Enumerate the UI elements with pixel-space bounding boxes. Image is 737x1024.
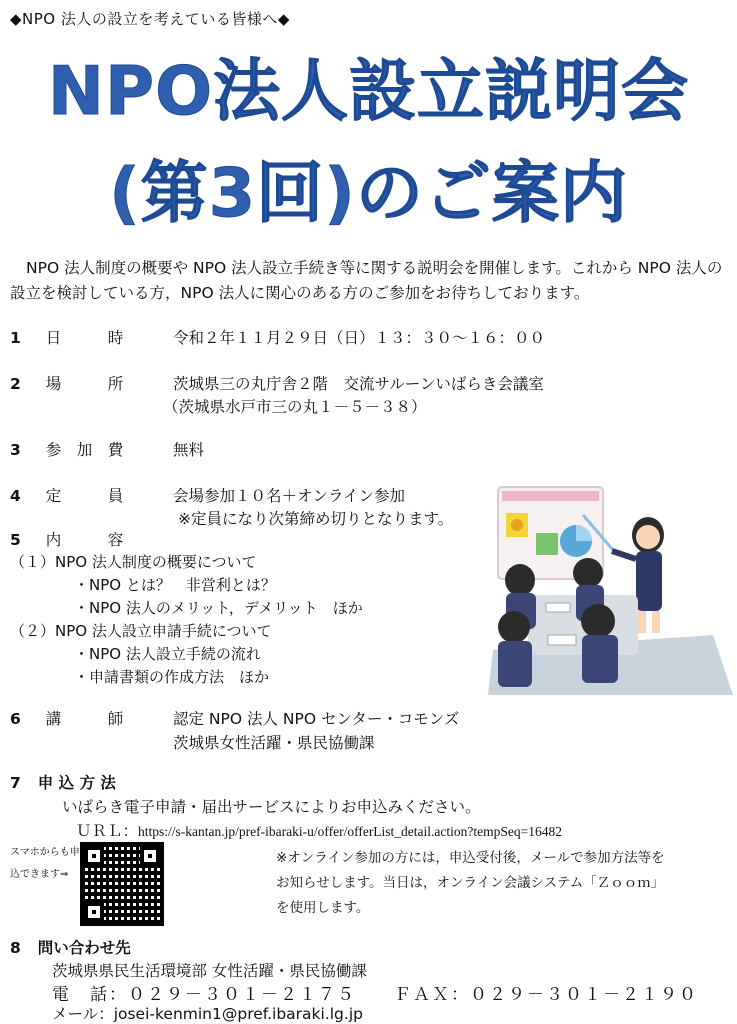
item-capacity [10, 484, 176, 506]
page-title-line2: (第3回)のご案内 [109, 154, 628, 232]
lecturer-value: 認定 NPO 法人 NPO センター・コモンズ [173, 710, 460, 728]
item-number: 2 [10, 375, 21, 393]
content-sub1: （１）NPO 法人制度の概要について [10, 553, 257, 571]
apply-url-link[interactable]: https://s-kantan.jp/pref-ibaraki-u/offer/offerList_detail.action?tempSeq=16482 [138, 824, 563, 839]
item-label: 申 込 方 法 [37, 774, 116, 792]
lecturer-value2: 茨城県女性活躍・県民協働課 [173, 734, 375, 752]
item-content [10, 528, 176, 550]
contact-dept: 茨城県県民生活環境部 女性活躍・県民協働課 [52, 962, 367, 980]
qr-corner [84, 846, 104, 866]
seminar-illustration [488, 485, 733, 695]
item-apply [10, 771, 116, 793]
item-place [10, 372, 176, 394]
fee-value: 無料 [173, 441, 205, 459]
place-address: （茨城県水戸市三の丸１－５－３８） [163, 398, 427, 416]
item-number: 3 [10, 441, 21, 459]
seminar-illustration-svg [488, 485, 733, 695]
url-label: ＵＲＬ： [76, 822, 139, 840]
capacity-value: 会場参加１０名＋オンライン参加 [173, 487, 406, 505]
item-label: 場 所 [45, 375, 124, 393]
intro-text [10, 256, 725, 306]
item-label: 問い合わせ先 [37, 939, 131, 957]
item-label: 内 容 [45, 531, 124, 549]
content-sub2: （２）NPO 法人設立申請手続について [10, 622, 272, 640]
apply-url-row [76, 819, 562, 841]
item-label: 講 師 [45, 710, 124, 728]
qr-corner [84, 902, 104, 922]
place-value: 茨城県三の丸庁舎２階 交流サルーンいばらき会議室 [173, 375, 544, 393]
item-label: 日 時 [45, 329, 124, 347]
qr-code-icon[interactable] [80, 842, 164, 926]
item-date [10, 326, 176, 348]
item-contact [10, 936, 131, 958]
apply-value: いばらき電子申請・届出サービスによりお申込みください。 [62, 798, 481, 816]
item-number: 5 [10, 531, 21, 549]
contact-tel: 電 話：０２９－３０１－２１７５ ＦＡＸ：０２９－３０１－２１９０ [52, 985, 698, 1005]
date-value: 令和２年１１月２９日（日）１３：３０〜１６：００ [173, 329, 546, 347]
item-number: 4 [10, 487, 21, 505]
item-number: 1 [10, 329, 21, 347]
qr-corner [140, 846, 160, 866]
intro-body: NPO 法人制度の概要や NPO 法人設立手続き等に関する説明会を開催します。これから NPO 法人の設立を検討している方，NPO 法人に関心のある方のご参加をお待ちしております。 [10, 259, 723, 302]
item-label: 定 員 [45, 487, 124, 505]
item-number: 6 [10, 710, 21, 728]
item-label: 参 加 費 [45, 441, 124, 459]
header-note: ◆NPO 法人の設立を考えている皆様へ◆ [10, 10, 290, 28]
page-title-line1: NPO法人設立説明会 [47, 52, 690, 130]
contact-mail[interactable]: メール：josei-kenmin1@pref.ibaraki.lg.jp [52, 1005, 363, 1023]
capacity-note: ※定員になり次第締め切りとなります。 [178, 510, 454, 528]
content-sub2-a: ・NPO 法人設立手続の流れ [74, 645, 261, 663]
content-sub2-b: ・申請書類の作成方法 ほか [74, 668, 270, 686]
content-sub1-b: ・NPO 法人のメリット，デメリット ほか [74, 599, 363, 617]
item-number: 7 [10, 774, 21, 792]
item-fee [10, 438, 176, 460]
online-note: ※オンライン参加の方には，申込受付後，メールで参加方法等をお知らせします。当日は，オンライン会議システム「Ｚｏｏｍ」を使用します。 [276, 850, 665, 916]
item-number: 8 [10, 939, 21, 957]
item-lecturer [10, 707, 176, 729]
content-sub1-a: ・NPO とは？ 非営利とは？ [74, 576, 276, 594]
qr-note: スマホからも申込できます⇒ [10, 847, 80, 880]
